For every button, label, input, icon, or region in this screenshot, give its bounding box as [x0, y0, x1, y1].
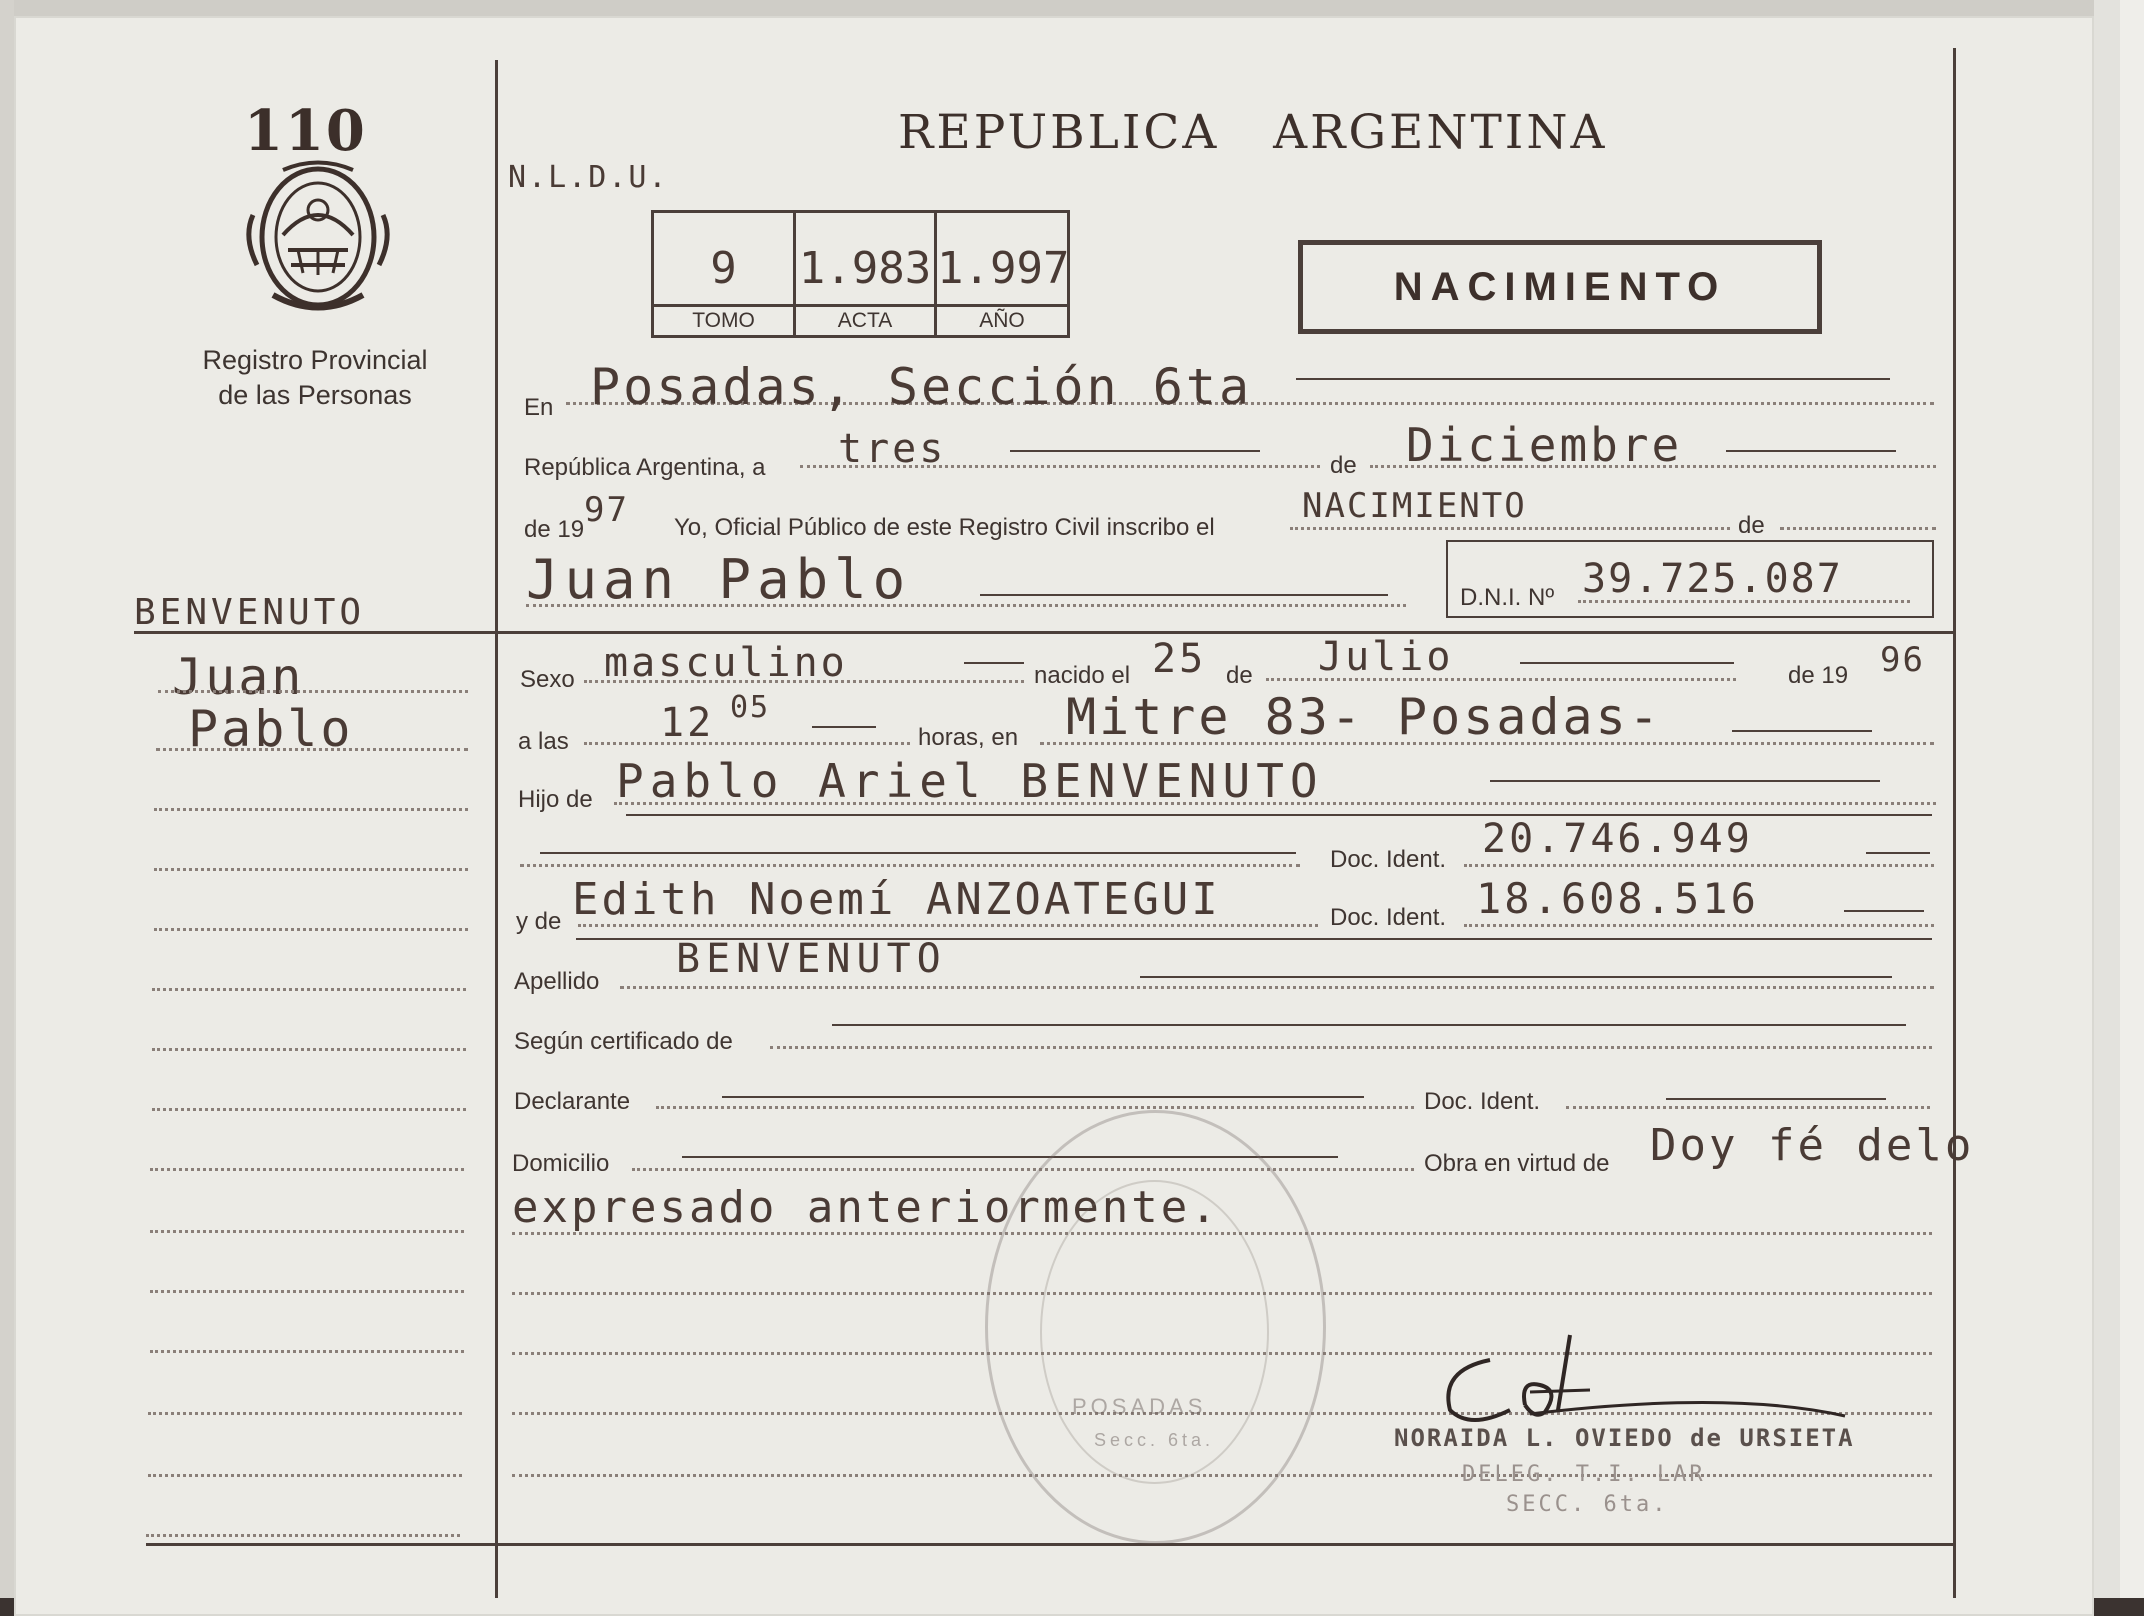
label-de-birth: de	[1226, 662, 1253, 689]
dots-act-end	[1780, 527, 1936, 530]
label-doc-ident-1: Doc. Ident.	[1330, 846, 1447, 873]
dots-certificado	[770, 1046, 1932, 1049]
dash-day	[1010, 450, 1260, 452]
tomo-cell	[654, 213, 793, 335]
value-child-name: Juan Pablo	[526, 548, 912, 611]
dots-act	[1290, 527, 1730, 530]
label-a-las: a las	[518, 728, 569, 755]
dash-hour	[812, 726, 876, 728]
value-minutes: 05	[730, 690, 771, 725]
label-domicilio: Domicilio	[512, 1150, 610, 1177]
margin-given-2: Pablo	[188, 700, 354, 758]
next-page-edge-light	[2120, 0, 2144, 1598]
margin-surname-underline	[134, 632, 440, 634]
margin-line-14	[148, 1474, 462, 1477]
label-sexo: Sexo	[520, 666, 575, 693]
value-virtue-1: Doy fé delo	[1650, 1120, 1975, 1171]
dots-father-doc-pre	[520, 864, 1300, 867]
dash-place	[1296, 378, 1890, 380]
dots-father-doc	[1464, 864, 1934, 867]
dash-sex	[964, 662, 1024, 664]
acta-value: 1.983	[798, 243, 932, 294]
value-mother-doc: 18.608.516	[1476, 874, 1759, 923]
margin-line-13	[148, 1412, 462, 1415]
margin-line-7	[152, 1048, 466, 1051]
value-surname: BENVENUTO	[676, 936, 947, 982]
dots-declarante	[656, 1106, 1414, 1109]
label-declarante: Declarante	[514, 1088, 631, 1115]
label-de-19: de 19	[524, 516, 585, 543]
seal-city: POSADAS	[1072, 1394, 1207, 1419]
margin-line-8	[152, 1108, 466, 1111]
label-segun-certificado: Según certificado de	[514, 1028, 733, 1055]
margin-line-5	[154, 928, 468, 931]
value-birth-day: 25	[1152, 636, 1207, 682]
label-nacido-el: nacido el	[1034, 662, 1131, 689]
stamp-line-2: DELEG. T.I. LAR	[1462, 1462, 1706, 1487]
dash-certificado	[832, 1024, 1906, 1026]
left-column-divider	[495, 60, 498, 1598]
value-act-type: NACIMIENTO	[1302, 486, 1527, 526]
margin-line-10	[150, 1230, 464, 1233]
ano-cell	[934, 213, 1070, 335]
margin-line-11	[150, 1290, 464, 1293]
value-sex: masculino	[604, 640, 848, 686]
record-number: 110	[244, 98, 367, 164]
handwritten-code: N.L.D.U.	[508, 160, 669, 195]
label-hijo-de: Hijo de	[518, 786, 593, 813]
margin-line-6	[152, 988, 466, 991]
registry-line-2: de las Personas	[218, 380, 412, 410]
seal-section: Secc. 6ta.	[1094, 1430, 1215, 1450]
dash-birth-month	[1520, 662, 1734, 664]
margin-line-4	[154, 868, 468, 871]
margin-line-1	[158, 690, 468, 693]
form-type-box: NACIMIENTO	[1298, 240, 1822, 334]
margin-line-12	[150, 1350, 464, 1353]
label-y-de: y de	[516, 908, 562, 935]
stamp-line-3: SECC. 6ta.	[1506, 1492, 1669, 1517]
value-year: 97	[584, 490, 629, 530]
dash-father	[1490, 780, 1880, 782]
label-yo-oficial: Yo, Oficial Público de este Registro Civil inscribo el	[674, 514, 1215, 541]
label-en: En	[524, 394, 554, 421]
tomo-value: 9	[710, 243, 737, 294]
book-spine-edge	[0, 0, 14, 1598]
label-de-act: de	[1738, 512, 1765, 539]
margin-given-1: Juan	[172, 648, 305, 706]
value-mother: Edith Noemí ANZOATEGUI	[572, 874, 1221, 925]
label-de-month: de	[1330, 452, 1357, 479]
registry-line-1: Registro Provincial	[202, 345, 428, 375]
dots-domicilio	[632, 1168, 1414, 1171]
stamp-official-name: NORAIDA L. OVIEDO de URSIETA	[1394, 1424, 1855, 1452]
value-place: Posadas, Sección 6ta	[590, 358, 1253, 416]
dash-month	[1726, 450, 1896, 452]
label-horas-en: horas, en	[918, 724, 1019, 751]
margin-line-2	[156, 748, 468, 751]
dash-birth-place	[1732, 730, 1872, 732]
margin-line-3	[154, 808, 468, 811]
acta-cell	[793, 213, 934, 335]
value-birth-year: 96	[1880, 640, 1925, 680]
ano-label: AÑO	[979, 309, 1025, 332]
label-republica: República Argentina, a	[524, 454, 766, 481]
dots-mother-doc	[1464, 924, 1934, 927]
value-hour: 12	[660, 700, 715, 746]
dash-surname	[1140, 976, 1892, 978]
margin-surname: BENVENUTO	[134, 592, 366, 633]
label-doc-ident-2: Doc. Ident.	[1330, 904, 1447, 931]
dots-dni	[1578, 600, 1910, 603]
label-apellido: Apellido	[514, 968, 600, 995]
tomo-label: TOMO	[692, 309, 755, 332]
dash-declarante-doc	[1666, 1098, 1886, 1100]
right-border	[1953, 48, 1956, 1598]
ano-value: 1.997	[937, 243, 1070, 294]
registry-name	[180, 343, 450, 413]
label-dni: D.N.I. Nº	[1460, 584, 1555, 611]
value-month: Diciembre	[1406, 418, 1683, 472]
value-day: tres	[838, 426, 947, 472]
dash-declarante	[722, 1096, 1364, 1098]
value-virtue-2: expresado anteriormente.	[512, 1182, 1220, 1233]
dash-father-doc-end	[1866, 852, 1930, 854]
record-box	[651, 210, 1070, 338]
bottom-divider	[146, 1543, 1954, 1546]
value-father-doc: 20.746.949	[1482, 816, 1753, 862]
dots-hour	[584, 742, 910, 745]
dash-father-doc	[540, 852, 1296, 854]
dash-child-name	[980, 594, 1388, 596]
dots-apellido	[620, 986, 1934, 989]
value-birth-place: Mitre 83- Posadas-	[1066, 688, 1662, 746]
dots-declarante-doc	[1566, 1106, 1930, 1109]
label-de-19-birth: de 19	[1788, 662, 1849, 689]
country-title: REPUBLICA ARGENTINA	[898, 105, 1608, 160]
value-birth-month: Julio	[1318, 634, 1454, 680]
dash-mother-doc-end	[1844, 910, 1924, 912]
label-doc-ident-3: Doc. Ident.	[1424, 1088, 1541, 1115]
acta-label: ACTA	[837, 309, 893, 332]
dots-child-name	[526, 604, 1406, 607]
provincial-coat-of-arms	[243, 155, 393, 320]
value-dni: 39.725.087	[1582, 556, 1843, 602]
margin-line-15	[146, 1534, 460, 1537]
label-obra-virtud: Obra en virtud de	[1424, 1150, 1610, 1177]
margin-line-9	[150, 1168, 464, 1171]
value-father: Pablo Ariel BENVENUTO	[616, 754, 1324, 808]
